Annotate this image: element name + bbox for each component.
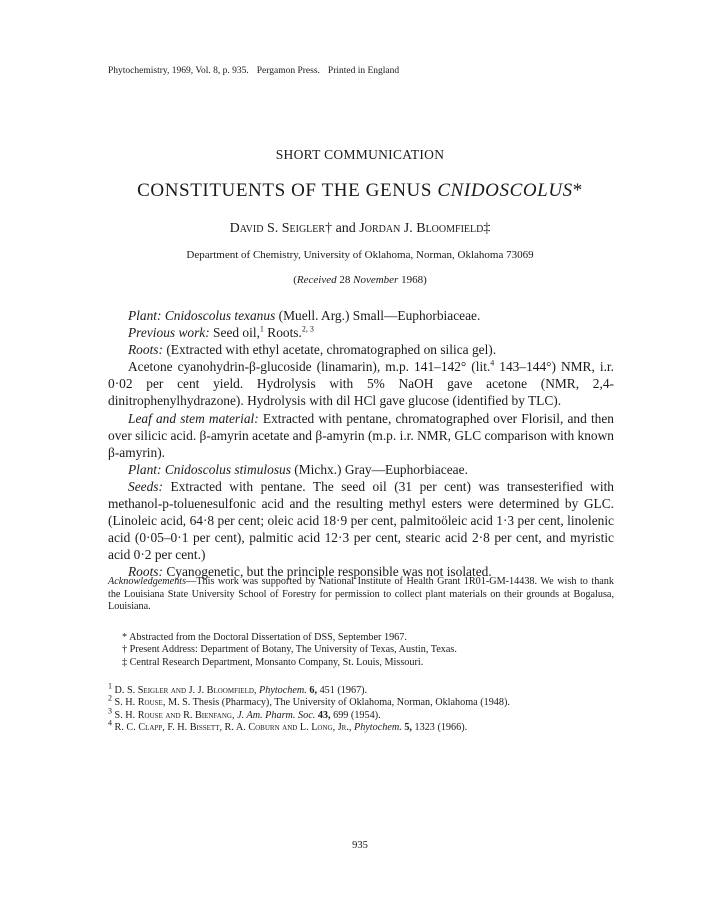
- plant-1-label: Plant: Cnidoscolus texanus: [128, 308, 276, 323]
- author-2-mark: ‡: [483, 221, 491, 236]
- plant-1-text: (Muell. Arg.) Small—Euphorbiaceae.: [275, 308, 481, 323]
- reference-rest: 451 (1967).: [317, 685, 368, 696]
- roots-2-label: Roots:: [128, 564, 163, 580]
- section-label: SHORT COMMUNICATION: [275, 147, 445, 162]
- linamarin-text-2: 143–144°) NMR, i.r. 0·02 per cent yield. Hydrolysis with 5% NaOH gave acetone (NMR, 2,4-dinitrophenylhydrazone). Hydrolysis with dil HCl gave glucose (identified by TLC).: [108, 359, 614, 409]
- reference-authors: S. H. Rouse and R. Bienfang,: [114, 709, 235, 721]
- journal-citation: Phytochemistry, 1969, Vol. 8, p. 935.: [108, 66, 249, 76]
- leaf-stem-label: Leaf and stem material:: [128, 410, 259, 426]
- page-number: 935: [352, 840, 368, 851]
- roots-1-text: (Extracted with ethyl acetate, chromatographed on silica gel).: [162, 342, 497, 358]
- received-open: (: [293, 274, 297, 286]
- reference-item: [108, 706, 614, 722]
- reference-journal: J. Am. Pharm. Soc.: [237, 709, 316, 721]
- reference-volume: 5,: [404, 722, 412, 734]
- article-body: [108, 307, 614, 581]
- reference-rest: M. S. Thesis (Pharmacy), The University of Oklahoma, Norman, Oklahoma (1948).: [165, 697, 510, 709]
- authors: [0, 221, 720, 237]
- reference-number: 1: [108, 681, 112, 691]
- received-word: Received: [296, 274, 337, 286]
- references: [108, 681, 614, 735]
- paragraph-previous-work: [108, 324, 614, 341]
- author-and: and: [332, 221, 360, 236]
- paragraph-seeds: [108, 478, 614, 563]
- paragraph-roots-1: [108, 341, 614, 358]
- footnote-asterisk: * Abstracted from the Doctoral Dissertation of DSS, September 1967.: [122, 632, 407, 643]
- received-date: [0, 274, 720, 286]
- seeds-label: Seeds:: [128, 478, 163, 494]
- reference-journal: Phytochem.: [259, 685, 307, 696]
- paragraph-leaf-stem: [108, 410, 614, 461]
- received-year: 1968): [398, 274, 427, 286]
- reference-item: [108, 694, 614, 709]
- acknowledgements-label: Acknowledgements: [108, 576, 187, 587]
- previous-work-label: Previous work:: [128, 325, 210, 341]
- reference-number: 2: [108, 694, 112, 704]
- running-header: [108, 66, 399, 76]
- publisher: Pergamon Press.: [256, 66, 320, 76]
- reference-rest: 1323 (1966).: [411, 722, 468, 734]
- ref-sup-4: 4: [490, 358, 495, 368]
- plant-2-label: Plant: Cnidoscolus stimulosus: [128, 461, 291, 477]
- paragraph-plant-1: [108, 307, 614, 324]
- reference-number: 3: [108, 706, 112, 716]
- reference-authors: D. S. Seigler and J. J. Bloomfield,: [114, 685, 257, 696]
- reference-item: [108, 681, 614, 697]
- printed-location: Printed in England: [327, 66, 400, 76]
- reference-volume: 6,: [309, 685, 318, 696]
- footnote-dagger: † Present Address: Department of Botany, The University of Texas, Austin, Texas.: [122, 644, 457, 656]
- reference-authors: R. C. Clapp, F. H. Bissett, R. A. Coburn and L. Long, Jr.,: [114, 722, 352, 734]
- ref-sup-2-3: 2, 3: [301, 324, 314, 334]
- reference-number: 4: [108, 718, 112, 728]
- leaf-stem-text: Extracted with pentane, chromatographed over Florisil, and then over silicic acid. β-amyrin acetate and β-amyrin (m.p. i.r. NMR, GLC comparison with known β-amyrin).: [108, 410, 614, 460]
- ref-sup-1: 1: [259, 324, 264, 334]
- acknowledgements: [108, 576, 614, 614]
- roots-1-label: Roots:: [128, 342, 163, 358]
- author-1-mark: †: [325, 221, 333, 236]
- reference-volume: 43,: [317, 709, 331, 721]
- title-main: CONSTITUENTS OF THE GENUS: [137, 180, 438, 201]
- paragraph-plant-2: [108, 461, 614, 478]
- seeds-text: Extracted with pentane. The seed oil (31 per cent) was transesterified with methanol-p-toluenesulfonic acid and the resulting methyl esters were determined by GLC. (Linoleic acid, 64·8 per cent; oleic acid 18·9 per cent, palmitoöleic acid 1·3 per cent, linolenic acid (0·05–0·1 per cent), palmitic acid 12·3 per cent, stearic acid 2·8 per cent, and myristic acid 0·2 per cent.): [108, 478, 614, 563]
- footnote-double-dagger: ‡ Central Research Department, Monsanto Company, St. Louis, Missouri.: [122, 656, 424, 668]
- reference-authors: S. H. Rouse,: [114, 697, 166, 709]
- title-genus: CNIDOSCOLUS: [437, 180, 573, 201]
- previous-work-text: Seed oil,: [209, 325, 260, 341]
- plant-2-text: (Michx.) Gray—Euphorbiaceae.: [290, 461, 468, 477]
- author-1: David S. Seigler: [229, 221, 326, 236]
- acknowledgements-text: —This work was supported by National Institute of Health Grant 1R01-GM-14438. We wish to thank the Louisiana State University School of Forestry for permission to collect plant materials on their grounds at Bogalusa, Louisiana.: [108, 576, 614, 613]
- paragraph-linamarin: [108, 358, 614, 409]
- title-footnote-mark: *: [572, 180, 583, 201]
- linamarin-text-1: Acetone cyanohydrin-β-glucoside (linamarin), m.p. 141–142° (lit.: [128, 359, 491, 375]
- reference-journal: Phytochem.: [353, 722, 402, 734]
- roots-2-text: Cyanogenetic, but the principle responsible was not isolated.: [162, 564, 492, 580]
- received-month: November: [353, 274, 399, 286]
- received-day: 28: [336, 274, 354, 286]
- article-title: [0, 180, 720, 202]
- footnotes: [122, 632, 602, 669]
- reference-item: [108, 718, 614, 734]
- previous-work-roots: Roots.: [263, 325, 302, 341]
- reference-rest: 699 (1954).: [330, 709, 381, 721]
- affiliation: Department of Chemistry, University of Oklahoma, Norman, Oklahoma 73069: [186, 249, 534, 261]
- author-2: Jordan J. Bloomfield: [359, 221, 484, 236]
